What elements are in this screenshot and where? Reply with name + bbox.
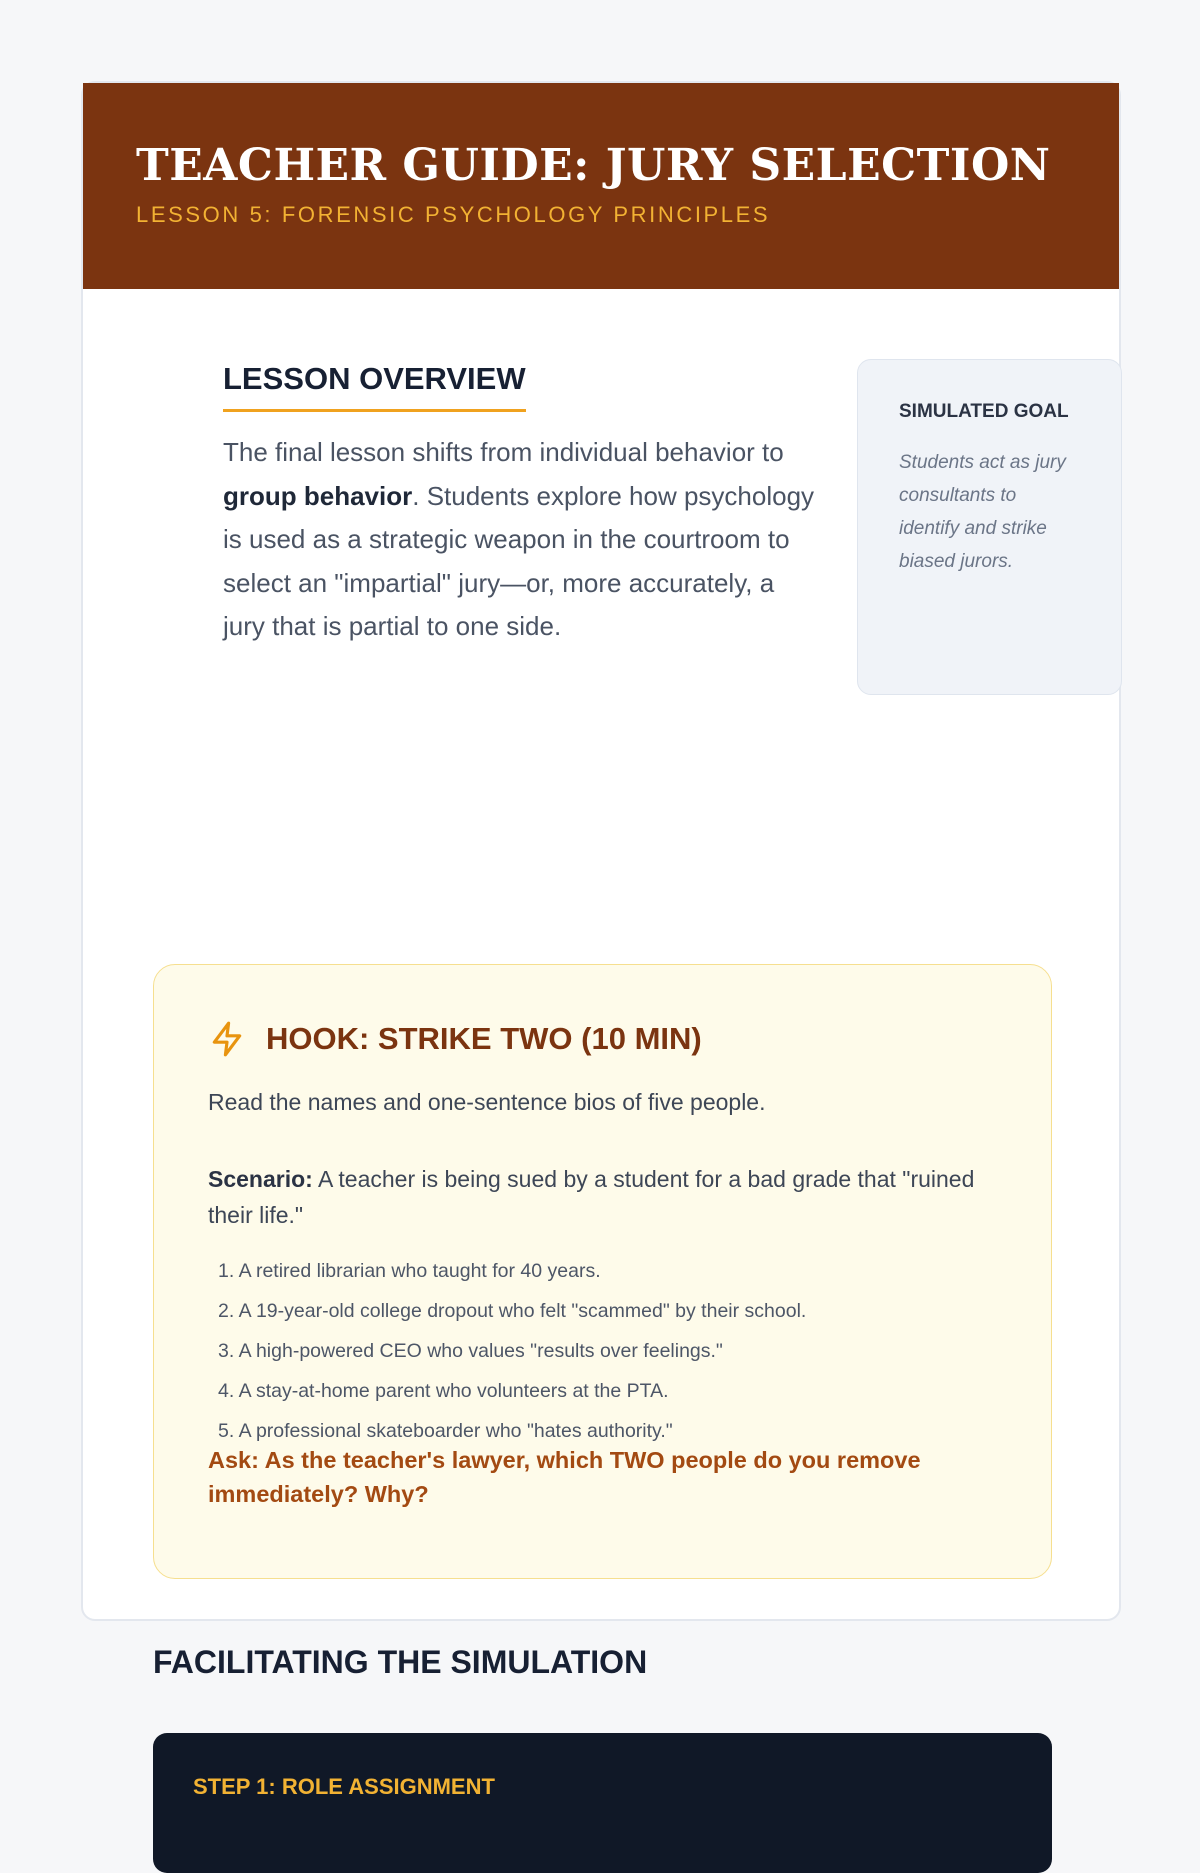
list-item: 3. A high-powered CEO who values "results over feelings." (218, 1340, 723, 1362)
hook-title: HOOK: STRIKE TWO (10 MIN) (266, 1021, 702, 1056)
page-title: TEACHER GUIDE: JURY SELECTION (136, 140, 1051, 191)
hook-intro: Read the names and one-sentence bios of five people. (208, 1089, 766, 1115)
step-1-card (153, 1733, 1052, 1873)
scenario-label: Scenario: (208, 1166, 313, 1192)
simulated-goal-card (857, 359, 1122, 695)
lightning-bolt-icon (208, 1019, 246, 1059)
overview-heading: LESSON OVERVIEW (223, 359, 526, 412)
list-item: 5. A professional skateboarder who "hates authority." (218, 1420, 673, 1442)
juror-list (208, 1251, 999, 1451)
list-item: 1. A retired librarian who taught for 40 years. (218, 1260, 601, 1282)
lesson-subtitle: LESSON 5: FORENSIC PSYCHOLOGY PRINCIPLES (136, 202, 771, 227)
overview-text-part: The final lesson shifts from individual behavior to (223, 437, 784, 467)
hook-ask-prompt: Ask: As the teacher's lawyer, which TWO people do you remove immediately? Why? (208, 1447, 921, 1507)
overview-text-part: . Students explore how psychology is used as a strategic weapon in the courtroom to select an "impartial" jury—or, more accurately, a jury that is partial to one side. (223, 480, 815, 641)
scenario-text: A teacher is being sued by a student for a bad grade that "ruined their life." (208, 1166, 975, 1228)
hook-header (208, 1017, 999, 1061)
hook-scenario (208, 1161, 999, 1233)
overview-emphasis: group behavior (223, 480, 413, 511)
lesson-overview-section (153, 289, 1069, 759)
hook-box (153, 964, 1052, 1579)
teacher-guide-page (81, 81, 1121, 1799)
facilitating-heading: FACILITATING THE SIMULATION (153, 1644, 648, 1680)
guide-content (83, 289, 1119, 1799)
goal-text: Students act as jury consultants to identify and strike biased jurors. (899, 452, 1066, 572)
guide-header (83, 83, 1119, 289)
step-1-title: STEP 1: ROLE ASSIGNMENT (193, 1774, 495, 1799)
goal-title: SIMULATED GOAL (899, 401, 1069, 422)
overview-text (223, 431, 823, 649)
list-item: 4. A stay-at-home parent who volunteers at the PTA. (218, 1380, 669, 1402)
list-item: 2. A 19-year-old college dropout who felt "scammed" by their school. (218, 1300, 807, 1322)
